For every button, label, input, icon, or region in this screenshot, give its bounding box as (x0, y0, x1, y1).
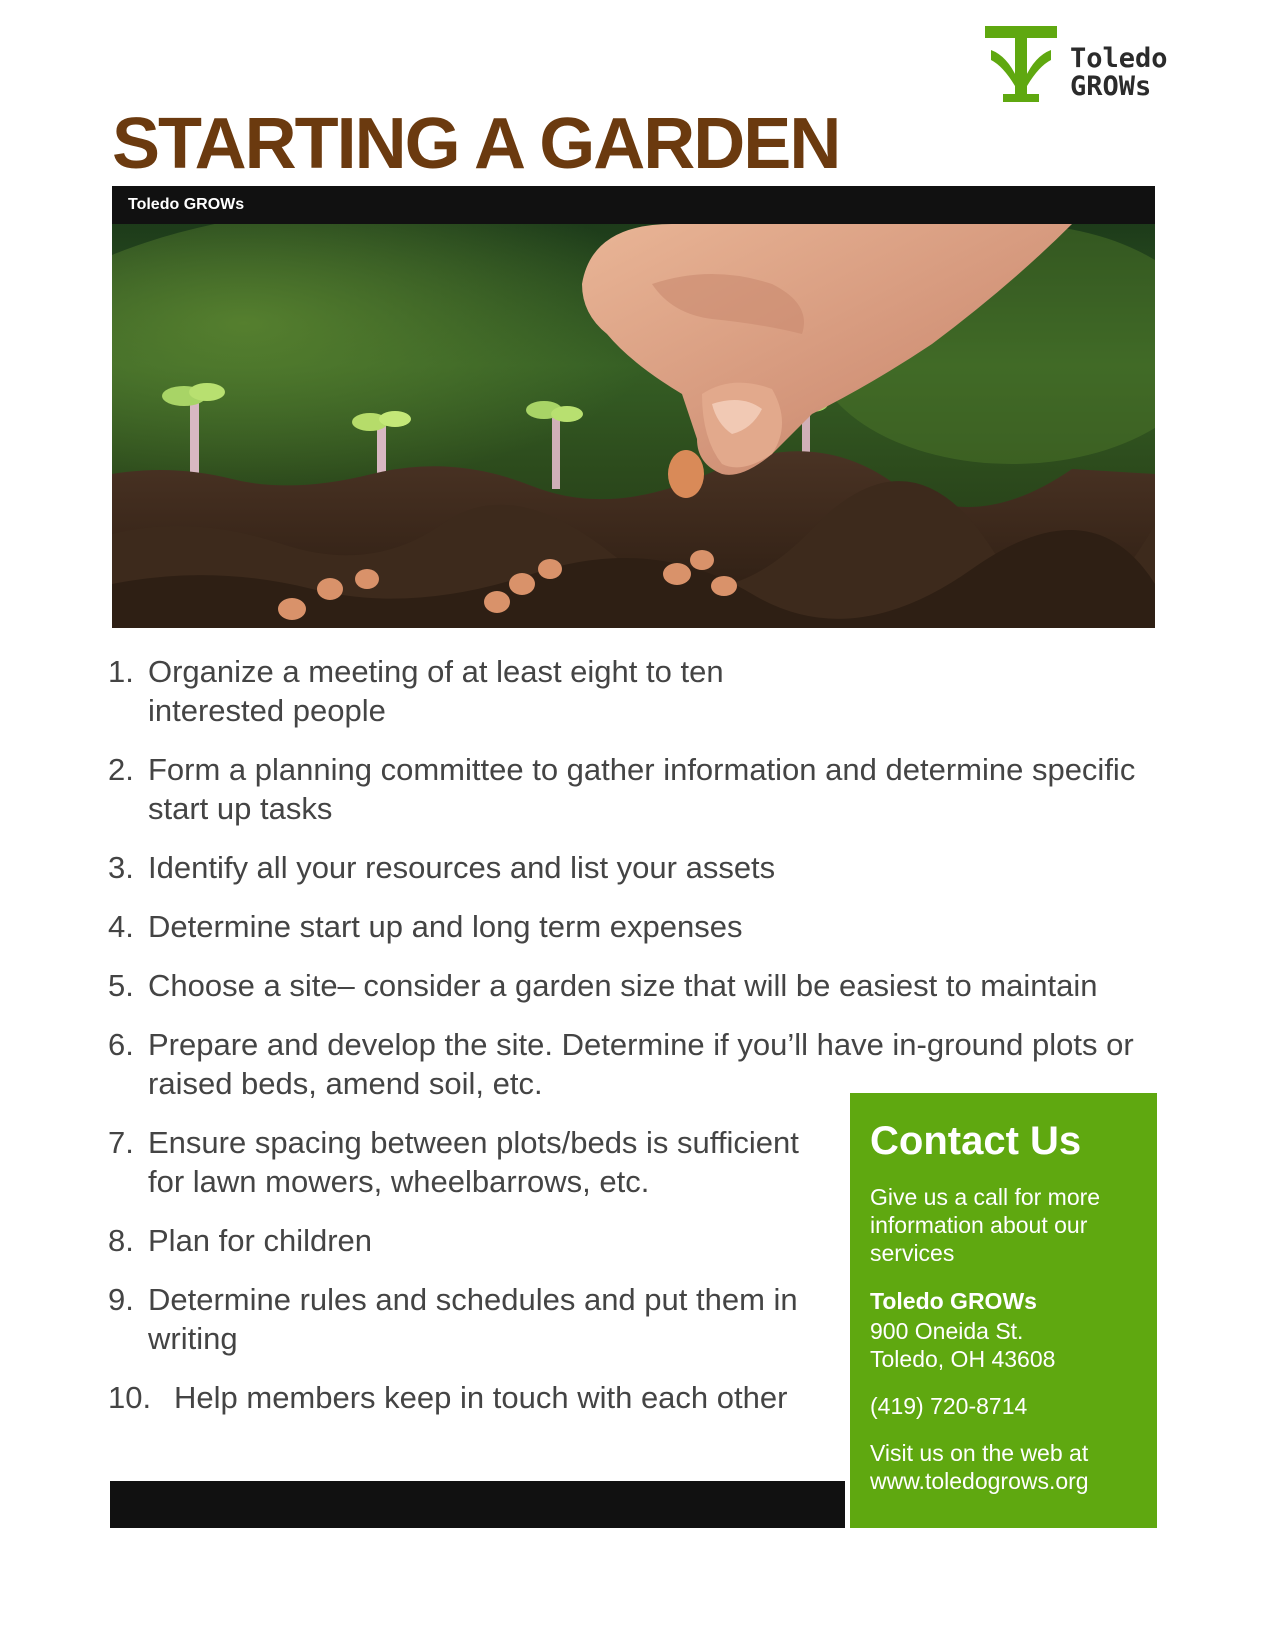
step-text: Form a planning committee to gather information and determine specific start up tasks (148, 752, 1136, 826)
step-text: Prepare and develop the site. Determine if you’ll have in-ground plots or raised beds, amend soil, etc. (148, 1027, 1134, 1101)
logo-text-line1: Toledo (1070, 43, 1168, 74)
step-number: 9. (108, 1282, 134, 1317)
step-number: 8. (108, 1223, 134, 1258)
step-text: Identify all your resources and list your assets (148, 850, 776, 885)
sprout-t-icon (985, 26, 1065, 106)
list-item (108, 652, 838, 730)
step-number: 3. (108, 850, 134, 885)
step-text: Organize a meeting of at least eight to ten interested people (148, 654, 724, 728)
list-item (108, 1123, 838, 1201)
list-item (108, 1280, 808, 1358)
list-item (108, 1221, 838, 1260)
step-number: 10. (108, 1380, 152, 1415)
step-text: Help members keep in touch with each other (174, 1380, 788, 1415)
contact-org-name: Toledo GROWs (870, 1288, 1037, 1314)
list-item (108, 750, 1148, 828)
planting-seeds-photo (112, 224, 1155, 628)
contact-title: Contact Us (870, 1119, 1082, 1163)
contact-address (870, 1317, 1055, 1373)
banner-label: Toledo GROWs (128, 196, 245, 213)
web-intro: Visit us on the web at (870, 1440, 1089, 1466)
step-number: 5. (108, 968, 134, 1003)
step-text: Plan for children (148, 1223, 373, 1258)
website-link[interactable]: www.toledogrows.org (870, 1468, 1089, 1494)
address-line-1: 900 Oneida St. (870, 1318, 1024, 1344)
list-item (108, 1025, 1148, 1103)
contact-box (850, 1093, 1157, 1528)
header-banner (112, 186, 1155, 224)
step-number: 4. (108, 909, 134, 944)
list-item (108, 1378, 838, 1417)
contact-web (870, 1439, 1089, 1495)
step-number: 1. (108, 654, 134, 689)
footer-bar (110, 1481, 845, 1528)
address-line-2: Toledo, OH 43608 (870, 1346, 1056, 1372)
step-text: Determine rules and schedules and put them in writing (148, 1282, 798, 1356)
list-item (108, 907, 838, 946)
logo-text-line2: GROWs (1070, 71, 1152, 102)
toledo-grows-logo (985, 26, 1195, 106)
list-item (108, 966, 1148, 1005)
list-item (108, 848, 838, 887)
step-number: 2. (108, 752, 134, 787)
contact-phone: (419) 720-8714 (870, 1393, 1028, 1419)
step-text: Determine start up and long term expenses (148, 909, 743, 944)
page-title: STARTING A GARDEN (112, 104, 840, 184)
hand-planting-seeds-image (112, 224, 1155, 628)
logo-text (1070, 45, 1168, 101)
step-number: 7. (108, 1125, 134, 1160)
contact-intro: Give us a call for more information about our services (870, 1184, 1101, 1266)
step-number: 6. (108, 1027, 134, 1062)
step-text: Ensure spacing between plots/beds is sufficient for lawn mowers, wheelbarrows, etc. (148, 1125, 799, 1199)
step-text: Choose a site– consider a garden size that will be easiest to maintain (148, 968, 1098, 1003)
